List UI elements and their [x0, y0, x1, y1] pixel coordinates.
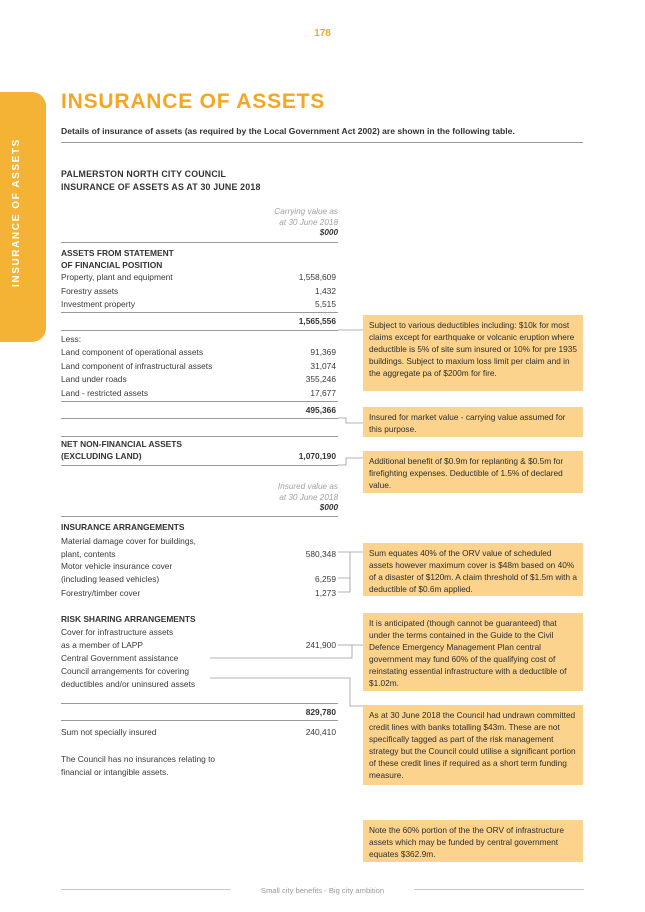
table-row-value: 5,515 — [315, 299, 336, 309]
table-title-line: PALMERSTON NORTH CITY COUNCIL — [61, 169, 227, 179]
table-row-label: Land - restricted assets — [61, 388, 149, 398]
side-tab-label: INSURANCE OF ASSETS — [11, 138, 22, 287]
less-label: Less: — [61, 334, 82, 344]
connector-line — [338, 418, 363, 423]
not-insured-label: Sum not specially insured — [61, 727, 157, 737]
table-row-label: Land component of operational assets — [61, 347, 204, 357]
table-row-value: 241,900 — [305, 640, 336, 650]
table-row-value: 91,369 — [310, 347, 336, 357]
connector-line — [338, 552, 350, 578]
table-row-label: Forestry assets — [61, 286, 119, 296]
label-line: Cover for infrastructure assets — [61, 627, 174, 637]
table-row-label: Property, plant and equipment — [61, 272, 173, 282]
footer-tagline: Small city benefits - Big city ambition — [260, 886, 385, 895]
table-row-value: 31,074 — [310, 361, 336, 371]
label-line: Material damage cover for buildings, — [61, 536, 196, 546]
label-line: as a member of LAPP — [61, 640, 143, 650]
table-row-value: 17,677 — [310, 388, 336, 398]
table-row-value: 355,246 — [305, 374, 336, 384]
connector-line — [338, 578, 350, 592]
table-row-label: Central Government assistance — [61, 653, 179, 663]
section-heading-risk: RISK SHARING ARRANGEMENTS — [61, 614, 196, 624]
note-lapp: Sum equates 40% of the ORV value of scheduled assets however maximum cover is $48m based on 40% of a disaster of $120m. A claim threshold of $1.5m with a deductible of $0.6m applied. — [363, 543, 583, 596]
connector-line — [210, 678, 363, 706]
column-header-line: at 30 June 2018 — [279, 492, 338, 502]
intro-text: Details of insurance of assets (as required by the Local Government Act 2002) are shown in the following table. — [61, 126, 515, 136]
note-orv-portion: Note the 60% portion of the the ORV of infrastructure assets which may be funded by central government equates $362.9m. — [363, 820, 583, 862]
column-header-line: Carrying value as — [274, 207, 338, 216]
table-row-value: 580,348 — [305, 549, 336, 559]
label-line: deductibles and/or uninsured assets — [61, 679, 196, 689]
closing-line: financial or intangible assets. — [61, 767, 169, 777]
table-row-value: 6,259 — [315, 574, 336, 584]
net-assets-value: 1,070,190 — [298, 451, 336, 461]
table-title-line: INSURANCE OF ASSETS AS AT 30 JUNE 2018 — [61, 182, 261, 192]
table-row-label: Forestry/timber cover — [61, 588, 141, 598]
assets-subtotal: 1,565,556 — [298, 316, 336, 326]
connector-line — [210, 645, 352, 658]
note-central-government: It is anticipated (though cannot be guaranteed) that under the terms contained in the Guide to the Civil Defence Emergency Management Plan central government may fund 60% of the qualifying cost of reinstating essential infrastructure with a deductible of $1.02m. — [363, 613, 583, 691]
table-row-label: Land component of infrastructural assets — [61, 361, 213, 371]
table-row-label: Investment property — [61, 299, 136, 309]
column-header-line: Insured value as — [277, 482, 338, 491]
closing-line: The Council has no insurances relating to — [61, 754, 216, 764]
table-row-value: 1,432 — [315, 286, 336, 296]
label-line: (including leased vehicles) — [61, 574, 160, 584]
section-heading-line: OF FINANCIAL POSITION — [61, 260, 163, 270]
page-title: INSURANCE OF ASSETS — [61, 90, 326, 113]
label-line: Motor vehicle insurance cover — [61, 561, 173, 571]
connector-line — [338, 458, 363, 465]
table-row-label: Land under roads — [61, 374, 127, 384]
table-row-value: 1,273 — [315, 588, 336, 598]
column-header-unit: $000 — [319, 228, 338, 237]
column-header-line: at 30 June 2018 — [279, 217, 338, 227]
table-row-value: 1,558,609 — [298, 272, 336, 282]
column-header-unit: $000 — [319, 503, 338, 512]
label-line: Council arrangements for covering — [61, 666, 190, 676]
note-material-damage: Subject to various deductibles including: $10k for most claims except for earthquake or volcanic eruption where deductible is 5% of site sum insured or 10% for pre 1935 buildings. Subject to maxium loss limit per claim and in the aggregate pa of $200m for fire. — [363, 315, 583, 391]
note-forestry: Additional benefit of $0.9m for replanting & $0.5m for firefighting expenses. Deductible of 1.5% of declared value. — [363, 451, 583, 493]
section-heading-line: (EXCLUDING LAND) — [61, 451, 142, 461]
note-credit-lines: As at 30 June 2018 the Council had undrawn committed credit lines with banks totalling $43m. These are not specifically tagged as part of the risk management strategy but the Council could utilise a significant portion of these credit lines if required as a short term funding measure. — [363, 705, 583, 785]
section-heading-insurance: INSURANCE ARRANGEMENTS — [61, 522, 185, 532]
note-market-value: Insured for market value - carrying value assumed for this purpose. — [363, 407, 583, 437]
not-insured-value: 240,410 — [305, 727, 336, 737]
page-number: 178 — [314, 28, 331, 39]
land-subtotal: 495,366 — [305, 405, 336, 415]
label-line: plant, contents — [61, 549, 116, 559]
section-heading-line: ASSETS FROM STATEMENT — [61, 248, 174, 258]
section-heading-line: NET NON-FINANCIAL ASSETS — [61, 439, 182, 449]
total-value: 829,780 — [305, 707, 336, 717]
